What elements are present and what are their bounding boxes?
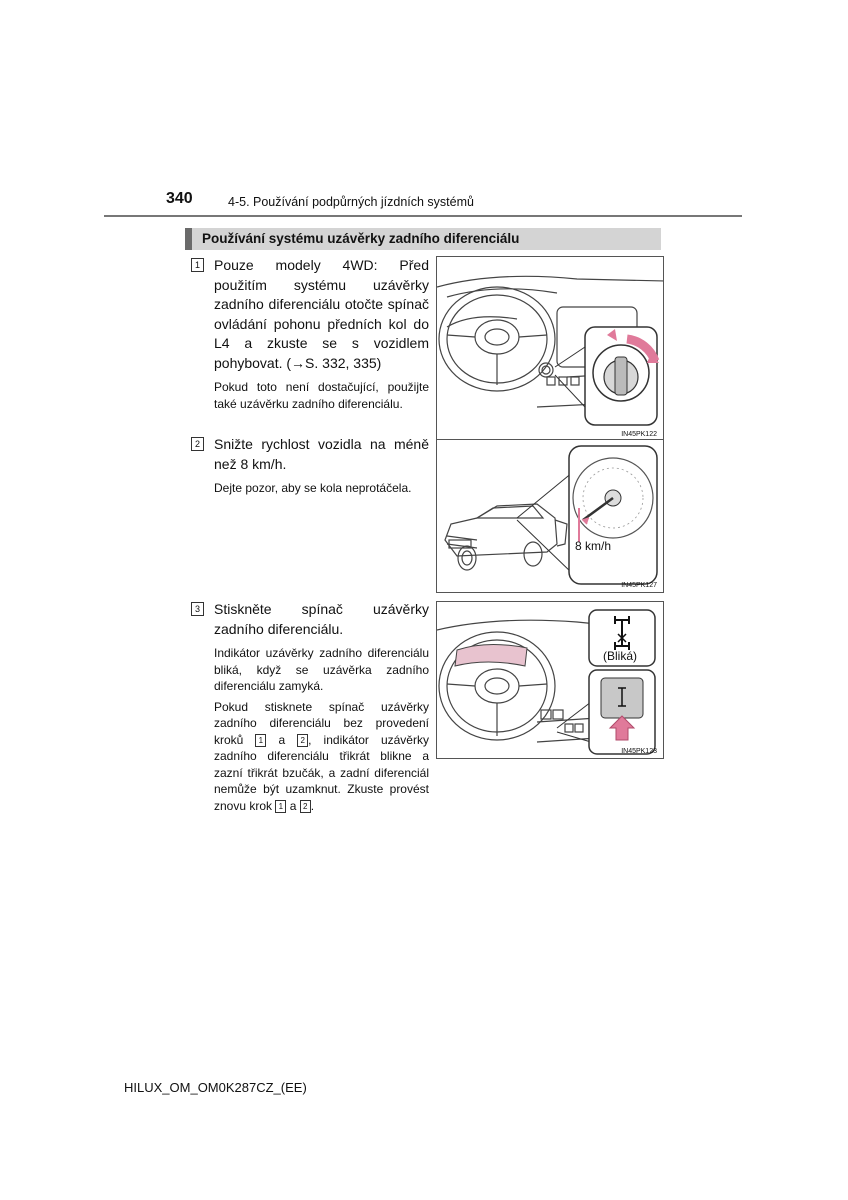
step-note: Pokud toto není dostačující, použijte také uzávěrku zadního diferenciálu. [214,380,429,411]
step-1 [191,256,429,412]
step-instruction: Stiskněte spínač uzávěrky zadního diferenciálu. [214,601,429,637]
section-title: 4-5. Používání podpůrných jízdních systémů [228,195,474,209]
figure-diff-lock-switch [436,601,664,759]
step-ref: 2 [300,800,311,813]
step-note: Indikátor uzávěrky zadního diferenciálu bliká, když se uzávěrka zadního diferenciálu zamyká. [214,646,429,693]
header-divider [104,215,742,217]
step-note: Dejte pozor, aby se kola neprotáčela. [214,481,412,495]
step-ref: 2 [297,734,308,747]
document-footer: HILUX_OM_OM0K287CZ_(EE) [124,1080,307,1095]
speed-label: 8 km/h [575,539,612,553]
step-instruction: Snižte rychlost vozidla na méně než 8 km/h. [214,436,429,472]
step-instruction: Pouze modely 4WD: Před použitím systému uzávěrky zadního diferenciálu otočte spínač ovládání pohonu předních kol do L4 a zkuste se s vozidlem pohybovat. (→S. 332, 335) [214,257,429,371]
section-heading-text: Používání systému uzávěrky zadního diferenciálu [202,231,520,246]
figure-code: IN45PK127 [621,582,657,589]
figure-code: IN45PK122 [621,431,657,438]
dashboard-illustration [437,257,664,442]
step-2 [191,435,429,497]
step-note-warning: Pokud stisknete spínač uzávěrky zadního diferenciálu bez provedení kroků 1 a 2 , indikátor uzávěrky zadního diferenciálu třikrát blikne a zazní třikrát bzučák, a zadní diferenciál nemůže být uzamknut. Zkuste provést znovu krok 1 a 2 . [214,699,429,813]
figure-code: IN45PK123 [621,748,657,755]
step-number: 2 [191,437,204,451]
step-3 [191,600,429,814]
step-number: 1 [191,258,204,272]
step-ref: 1 [275,800,286,813]
page-number: 340 [166,190,193,207]
figure-vehicle-speed [436,439,664,593]
blinking-label: (Bliká) [603,649,638,663]
figure-drive-switch [436,256,664,442]
step-ref: 1 [255,734,266,747]
vehicle-speedometer-illustration [437,440,664,593]
dashboard-switch-illustration [437,602,664,759]
section-heading [185,228,661,250]
step-number: 3 [191,602,204,616]
